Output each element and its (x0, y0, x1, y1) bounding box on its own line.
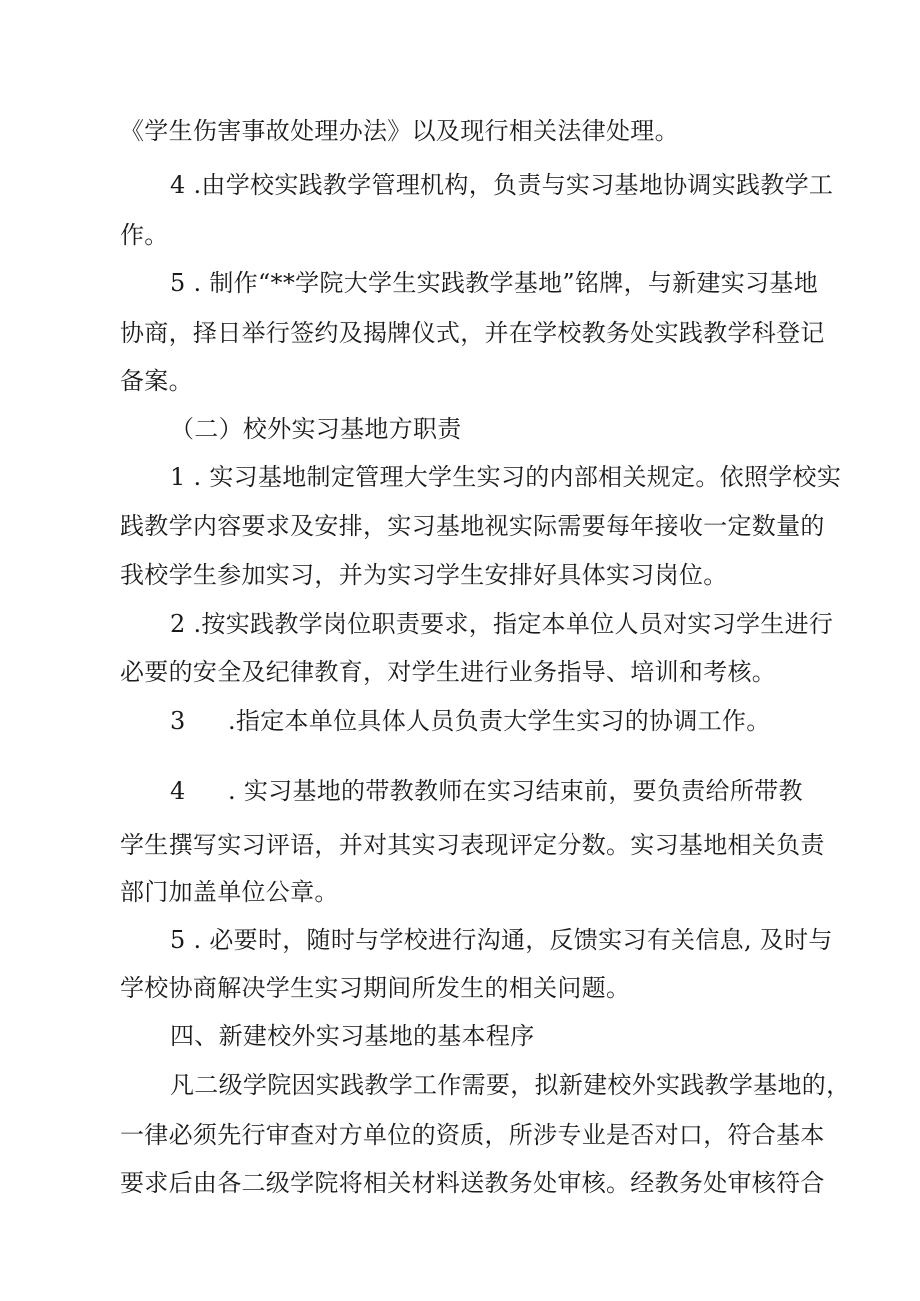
item-number: 3 (170, 707, 186, 735)
text-line (170, 706, 771, 736)
text-line: 一律必须先行审查对方单位的资质，所涉专业是否对口，符合基本 (120, 1121, 825, 1149)
text-line: 《学生伤害事故处理办法》以及现行相关法律处理。 (120, 117, 679, 145)
text-line: 备案。 (120, 367, 193, 395)
text-line: 2 .按实践教学岗位职责要求，指定本单位人员对实习学生进行 (170, 610, 834, 638)
text-line: 4 .由学校实践教学管理机构，负责与实习基地协调实践教学工 (170, 171, 834, 199)
section-heading: 四、新建校外实习基地的基本程序 (170, 1022, 535, 1050)
item-text: . 实习基地的带教教师在实习结束前，要负责给所带教 (228, 777, 803, 805)
text-line: 1 . 实习基地制定管理大学生实习的内部相关规定。依照学校实 (170, 463, 842, 491)
text-line: 凡二级学院因实践教学工作需要，拟新建校外实践教学基地的， (170, 1071, 851, 1099)
text-line: 协商，择日举行签约及揭牌仪式，并在学校教务处实践教学科登记 (120, 319, 825, 347)
text-line: 5 . 制作“**学院大学生实践教学基地”铭牌，与新建实习基地 (170, 269, 818, 297)
text-line: 学校协商解决学生实习期间所发生的相关问题。 (120, 974, 631, 1002)
text-line: 我校学生参加实习，并为实习学生安排好具体实习岗位。 (120, 561, 728, 589)
text-line: 5 . 必要时，随时与学校进行沟通，反馈实习有关信息, 及时与 (170, 926, 833, 954)
text-line: 践教学内容要求及安排，实习基地视实际需要每年接收一定数量的 (120, 512, 825, 540)
text-line (170, 776, 803, 806)
item-text: .指定本单位具体人员负责大学生实习的协调工作。 (228, 707, 771, 735)
text-line: 要求后由各二级学院将相关材料送教务处审核。经教务处审核符合 (120, 1169, 825, 1197)
text-line: 部门加盖单位公章。 (120, 878, 339, 906)
section-heading: （二）校外实习基地方职责 (170, 415, 462, 443)
item-number: 4 (170, 777, 186, 805)
text-line: 作。 (120, 221, 169, 249)
text-line: 必要的安全及纪律教育，对学生进行业务指导、培训和考核。 (120, 658, 777, 686)
text-line: 学生撰写实习评语，并对其实习表现评定分数。实习基地相关负责 (120, 831, 825, 859)
